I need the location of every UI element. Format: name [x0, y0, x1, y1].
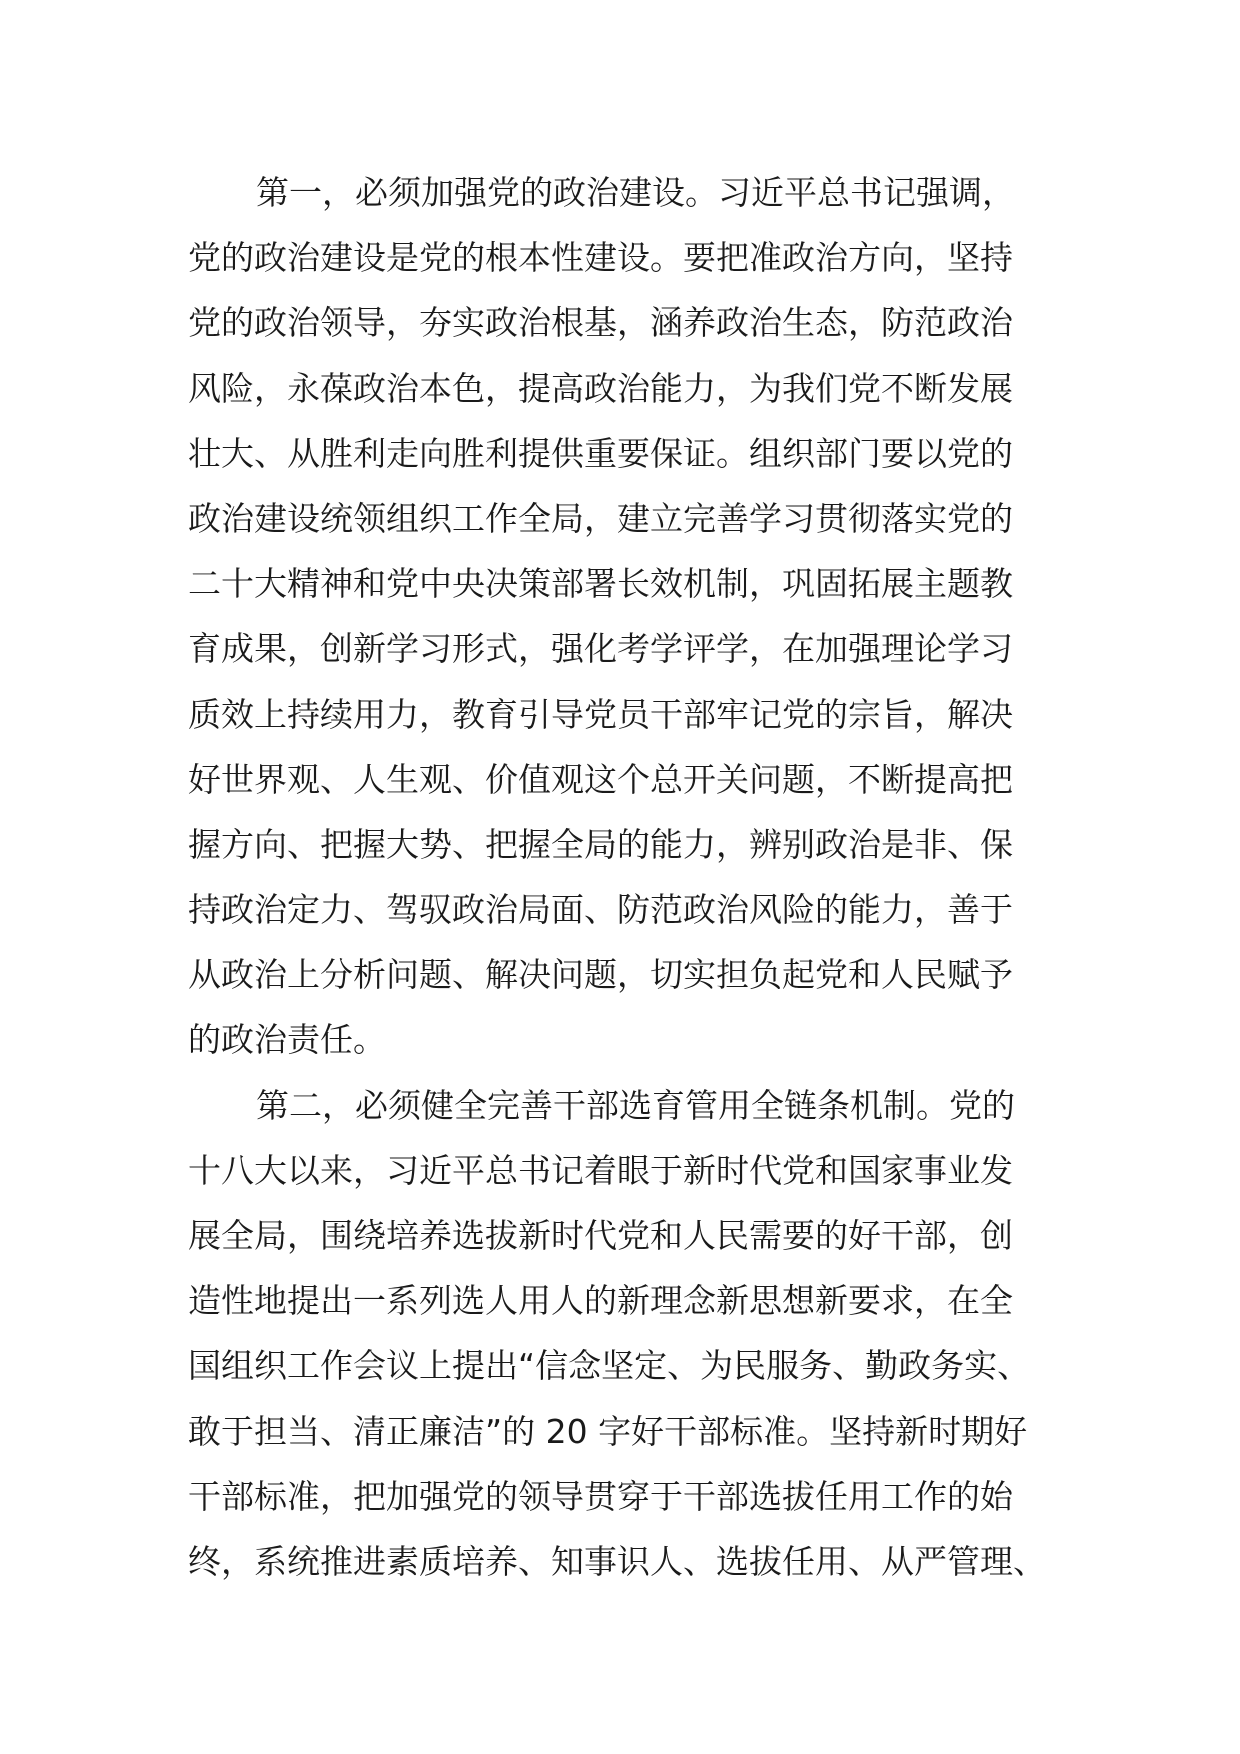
paragraph-2-line-8: 终，系统推进素质培养、知事识人、选拔任用、从严管理、	[188, 1541, 1046, 1581]
paragraph-2-line-5: 国组织工作会议上提出“信念坚定、为民服务、勤政务实、	[188, 1346, 1031, 1386]
paragraph-1-line-12: 持政治定力、驾驭政治局面、防范政治风险的能力，善于	[188, 890, 1013, 930]
paragraph-1-line-13: 从政治上分析问题、解决问题，切实担负起党和人民赋予	[188, 955, 1013, 995]
paragraph-1-line-1: 第一，必须加强党的政治建设。习近平总书记强调，	[256, 173, 1015, 212]
paragraph-2-line-3: 展全局，围绕培养选拔新时代党和人民需要的好干部，创	[188, 1216, 1013, 1255]
paragraph-1-line-11: 握方向、把握大势、把握全局的能力，辨别政治是非、保	[188, 824, 1013, 864]
paragraph-2-line-6: 敢于担当、清正廉洁”的 20 字好干部标准。坚持新时期好	[188, 1411, 1028, 1451]
paragraph-2-line-1: 第二，必须健全完善干部选育管用全链条机制。党的	[256, 1085, 1015, 1125]
paragraph-1-line-2: 党的政治建设是党的根本性建设。要把准政治方向，坚持	[188, 238, 1013, 278]
paragraph-1-line-4: 风险，永葆政治本色，提高政治能力，为我们党不断发展	[188, 368, 1013, 408]
paragraph-1-line-8: 育成果，创新学习形式，强化考学评学，在加强理论学习	[188, 629, 1013, 669]
paragraph-1-line-14: 的政治责任。	[188, 1020, 386, 1060]
paragraph-2-line-7: 干部标准，把加强党的领导贯穿于干部选拔任用工作的始	[188, 1476, 1013, 1516]
paragraph-1-line-9: 质效上持续用力，教育引导党员干部牢记党的宗旨，解决	[188, 694, 1013, 734]
paragraph-1-line-7: 二十大精神和党中央决策部署长效机制，巩固拓展主题教	[188, 564, 1013, 604]
paragraph-1-line-6: 政治建设统领组织工作全局，建立完善学习贯彻落实党的	[188, 498, 1013, 538]
paragraph-1-line-3: 党的政治领导，夯实政治根基，涵养政治生态，防范政治	[188, 303, 1013, 343]
paragraph-1-line-10: 好世界观、人生观、价值观这个总开关问题，不断提高把	[188, 759, 1013, 799]
paragraph-2-line-2: 十八大以来，习近平总书记着眼于新时代党和国家事业发	[188, 1150, 1013, 1190]
document-body	[188, 160, 1068, 1594]
paragraph-1-line-5: 壮大、从胜利走向胜利提供重要保证。组织部门要以党的	[188, 433, 1013, 473]
paragraph-2-line-4: 造性地提出一系列选人用人的新理念新思想新要求，在全	[188, 1281, 1013, 1321]
